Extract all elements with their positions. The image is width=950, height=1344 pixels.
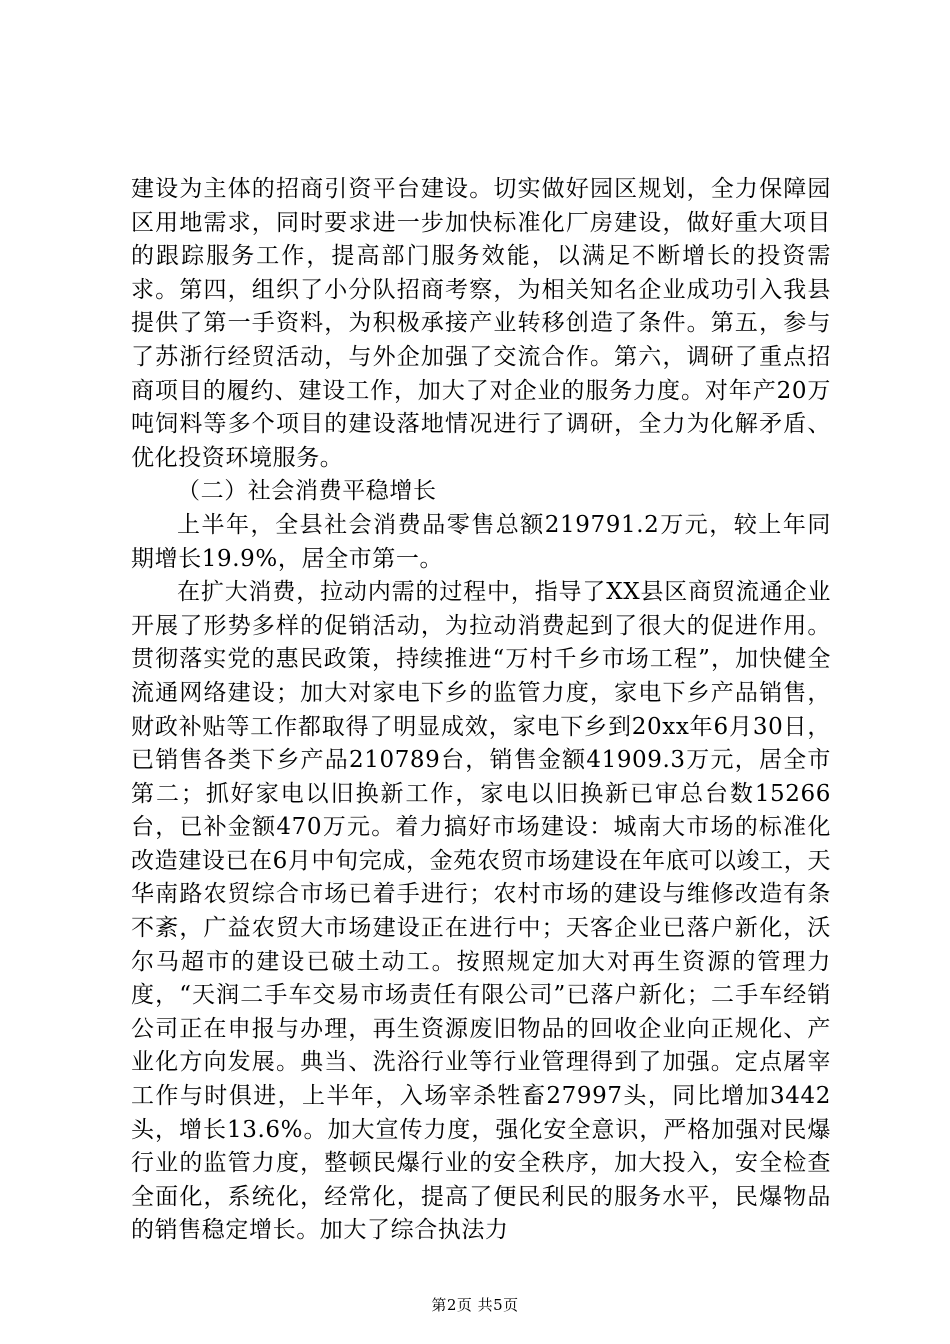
- document-body: [131, 173, 831, 1248]
- page-number-label: 第2页 共5页: [431, 1296, 519, 1314]
- body-paragraph-retail-sales: 上半年，全县社会消费品零售总额219791.2万元，较上年同期增长19.9%，居全市第一。: [131, 511, 831, 572]
- page-footer: [0, 1295, 950, 1315]
- body-paragraph-continuation: 建设为主体的招商引资平台建设。切实做好园区规划，全力保障园区用地需求，同时要求进一步加快标准化厂房建设，做好重大项目的跟踪服务工作，提高部门服务效能，以满足不断增长的投资需求。第四，组织了小分队招商考察，为相关知名企业成功引入我县提供了第一手资料，为积极承接产业转移创造了条件。第五，参与了苏浙行经贸活动，与外企加强了交流合作。第六，调研了重点招商项目的履约、建设工作，加大了对企业的服务力度。对年产20万吨饲料等多个项目的建设落地情况进行了调研，全力为化解矛盾、优化投资环境服务。: [131, 176, 831, 471]
- section-heading-consumption: （二）社会消费平稳增长: [177, 478, 437, 505]
- body-paragraph-consumption-measures: 在扩大消费，拉动内需的过程中，指导了XX县区商贸流通企业开展了形势多样的促销活动，为拉动消费起到了很大的促进作用。贯彻落实党的惠民政策，持续推进“万村千乡市场工程”，加快健全流通网络建设；加大对家电下乡的监管力度，家电下乡产品销售，财政补贴等工作都取得了明显成效，家电下乡到20xx年6月30日，已销售各类下乡产品210789台，销售金额41909.3万元，居全市第二；抓好家电以旧换新工作，家电以旧换新已审总台数15266台，已补金额470万元。着力搞好市场建设：城南大市场的标准化改造建设已在6月中旬完成，金苑农贸市场建设在年底可以竣工，天华南路农贸综合市场已着手进行；农村市场的建设与维修改造有条不紊，广益农贸大市场建设正在进行中；天客企业已落户新化，沃尔马超市的建设已破土动工。按照规定加大对再生资源的管理力度，“天润二手车交易市场责任有限公司”已落户新化；二手车经销公司正在申报与办理，再生资源废旧物品的回收企业向正规化、产业化方向发展。典当、洗浴行业等行业管理得到了加强。定点屠宰工作与时俱进，上半年，入场宰杀牲畜27997头，同比增加3442头，增长13.6%。加大宣传力度，强化安全意识，严格加强对民爆行业的监管力度，整顿民爆行业的安全秩序，加大投入，安全检查全面化，系统化，经常化，提高了便民利民的服务水平，民爆物品的销售稳定增长。加大了综合执法力: [131, 579, 831, 1244]
